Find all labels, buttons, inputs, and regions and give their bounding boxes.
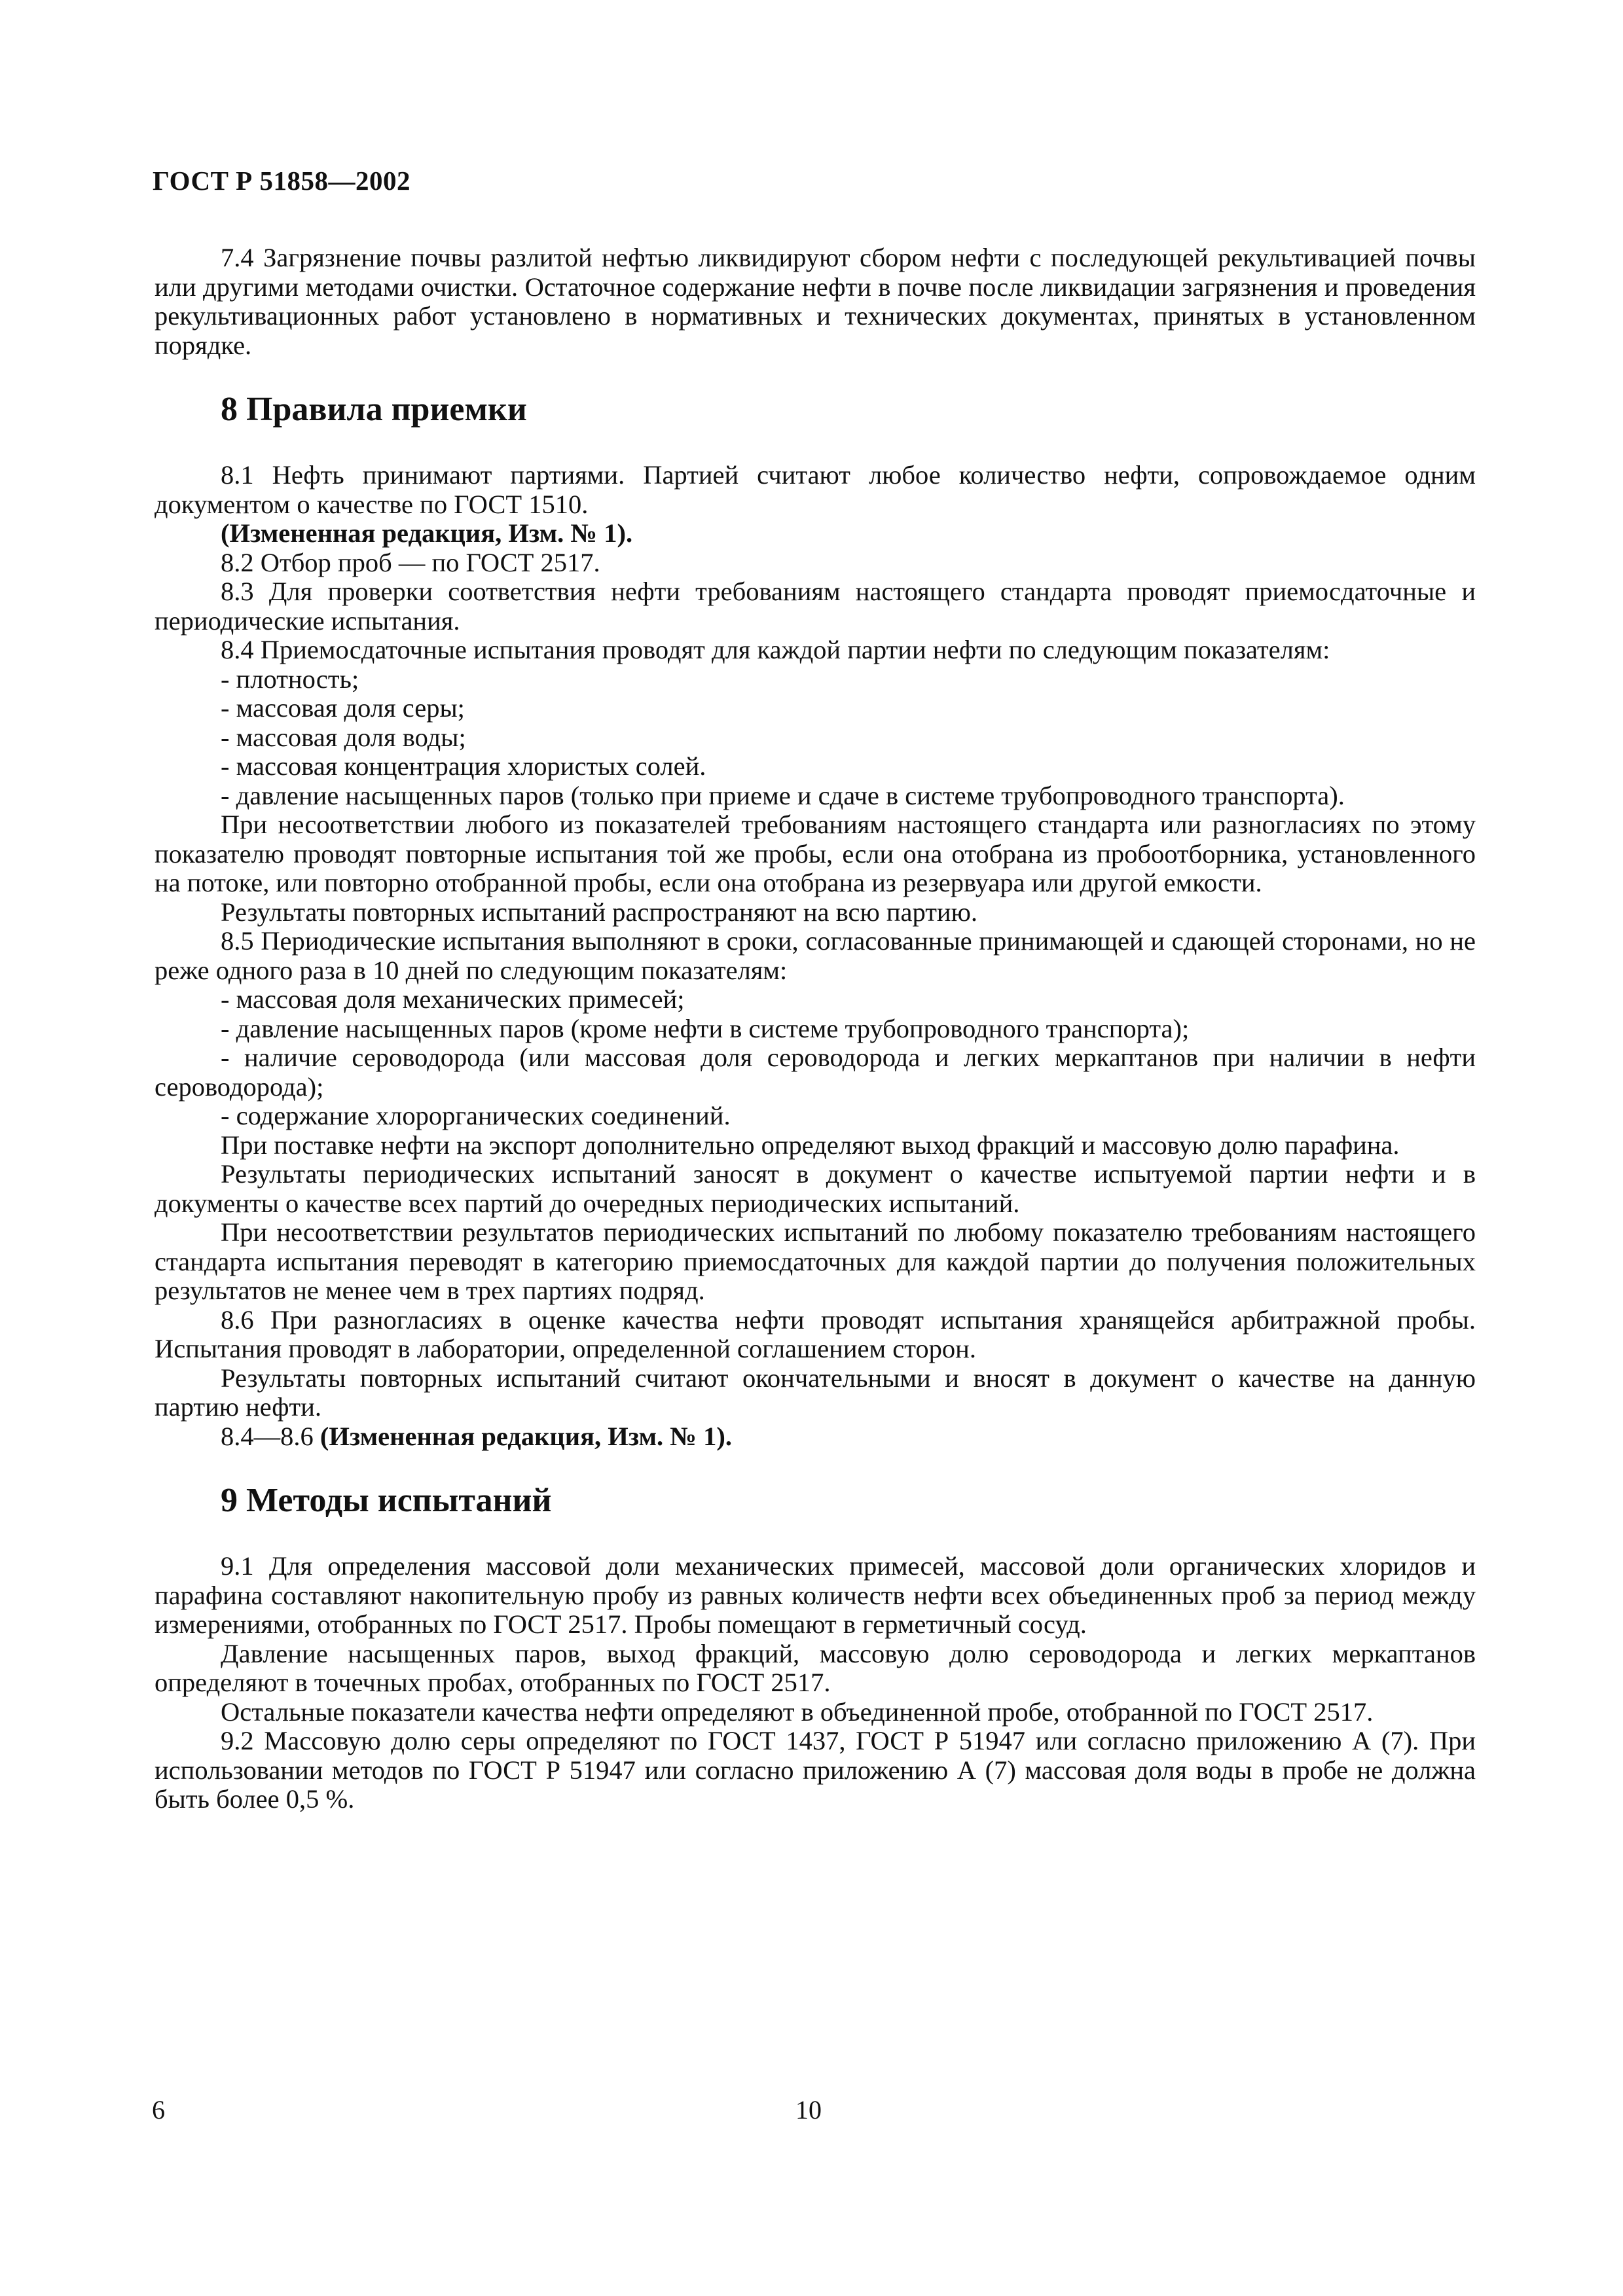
document-body: [155, 243, 1476, 1814]
amendment-text: (Измененная редакция, Изм. № 1).: [319, 1421, 732, 1451]
paragraph-8-5-nonconformity: При несоответствии результатов периодических испытаний по любому показателю требованиям настоящего стандарта испытания переводят в категорию приемосдаточных для каждой партии до получения положительных результатов не менее чем в трех партиях подряд.: [155, 1217, 1476, 1305]
paragraph-8-4-results: Результаты повторных испытаний распространяют на всю партию.: [221, 897, 977, 927]
paragraph-9-2: 9.2 Массовую долю серы определяют по ГОСТ 1437, ГОСТ Р 51947 или согласно приложению А (7). При использовании методов по ГОСТ Р 51947 или согласно приложению А (7) массовая доля воды в пробе не должна быть более 0,5 %.: [155, 1726, 1476, 1814]
paragraph-8-6: 8.6 При разногласиях в оценке качества нефти проводят испытания хранящейся арбитражной пробы. Испытания проводят в лаборатории, определенной соглашением сторон.: [155, 1304, 1476, 1363]
page-number-center: 10: [795, 2095, 822, 2125]
paragraph-8-2: 8.2 Отбор проб — по ГОСТ 2517.: [221, 547, 600, 577]
list-item-8-5-hydrogen-sulfide: - наличие сероводорода (или массовая доля сероводорода и легких меркаптанов при наличии в нефти сероводорода);: [155, 1043, 1476, 1102]
paragraph-8-5-export: При поставке нефти на экспорт дополнительно определяют выход фракций и массовую долю парафина.: [221, 1130, 1400, 1160]
paragraph-8-5: 8.5 Периодические испытания выполняют в сроки, согласованные принимающей и сдающей сторонами, но не реже одного раза в 10 дней по следующим показателям:: [155, 926, 1476, 985]
amendment-range: 8.4—8.6: [221, 1421, 320, 1451]
paragraph-8-4-retest: При несоответствии любого из показателей требованиям настоящего стандарта или разногласиях по этому показателю проводят повторные испытания той же пробы, если она отобрана из пробоотборника, установленного на потоке, или повторно отобранной пробы, если она отобрана из резервуара или другой емкости.: [155, 810, 1476, 897]
list-item-8-5-vapor-pressure: - давление насыщенных паров (кроме нефти в системе трубопроводного транспорта);: [221, 1013, 1190, 1043]
amendment-note-8-1: (Измененная редакция, Изм. № 1).: [221, 518, 633, 548]
list-item-8-5-organochlorine: - содержание хлорорганических соединений.: [221, 1101, 731, 1130]
list-item-8-4-salts: - массовая концентрация хлористых солей.: [221, 751, 706, 781]
section-9-heading: 9 Методы испытаний: [221, 1482, 552, 1519]
list-item-8-4-density: - плотность;: [221, 664, 359, 694]
amendment-note-8-4-8-6: [155, 1422, 1476, 1452]
list-item-8-4-water: - массовая доля воды;: [221, 722, 466, 752]
list-item-8-5-impurities: - массовая доля механических примесей;: [221, 984, 685, 1014]
paragraph-9-1-combined-sample: Остальные показатели качества нефти определяют в объединенной пробе, отобранной по ГОСТ 2517.: [221, 1696, 1374, 1727]
paragraph-9-1: 9.1 Для определения массовой доли механических примесей, массовой доли органических хлоридов и парафина составляют накопительную пробу из равных количеств нефти всех объединенных проб за период между измерениями, отобранных по ГОСТ 2517. Пробы помещают в герметичный сосуд.: [155, 1551, 1476, 1639]
paragraph-8-3: 8.3 Для проверки соответствия нефти требованиям настоящего стандарта проводят приемосдаточные и периодические испытания.: [155, 577, 1476, 636]
section-8-heading: 8 Правила приемки: [221, 391, 527, 428]
paragraph-8-4: 8.4 Приемосдаточные испытания проводят для каждой партии нефти по следующим показателям:: [221, 635, 1330, 664]
paragraph-8-5-records: Результаты периодических испытаний заносят в документ о качестве испытуемой партии нефти и в документы о качестве всех партий до очередных периодических испытаний.: [155, 1159, 1476, 1218]
paragraph-7-4: 7.4 Загрязнение почвы разлитой нефтью ликвидируют сбором нефти с последующей рекультивацией почвы или другими методами очистки. Остаточное содержание нефти в почве после ликвидации загрязнения и проведения рекультивационных работ установлено в нормативных и технических документах, принятых в установленном порядке.: [155, 243, 1476, 360]
list-item-8-4-vapor-pressure: - давление насыщенных паров (только при приеме и сдаче в системе трубопроводного транспорта).: [221, 780, 1345, 810]
document-header: ГОСТ Р 51858—2002: [153, 166, 410, 196]
list-item-8-4-sulfur: - массовая доля серы;: [221, 693, 465, 723]
paragraph-8-6-results: Результаты повторных испытаний считают окончательными и вносят в документ о качестве на данную партию нефти.: [155, 1363, 1476, 1422]
paragraph-9-1-point-samples: Давление насыщенных паров, выход фракций, массовую долю сероводорода и легких меркаптанов определяют в точечных пробах, отобранных по ГОСТ 2517.: [155, 1638, 1476, 1697]
paragraph-8-1: 8.1 Нефть принимают партиями. Партией считают любое количество нефти, сопровождаемое одним документом о качестве по ГОСТ 1510.: [155, 460, 1476, 519]
page-number-left: 6: [152, 2095, 165, 2125]
